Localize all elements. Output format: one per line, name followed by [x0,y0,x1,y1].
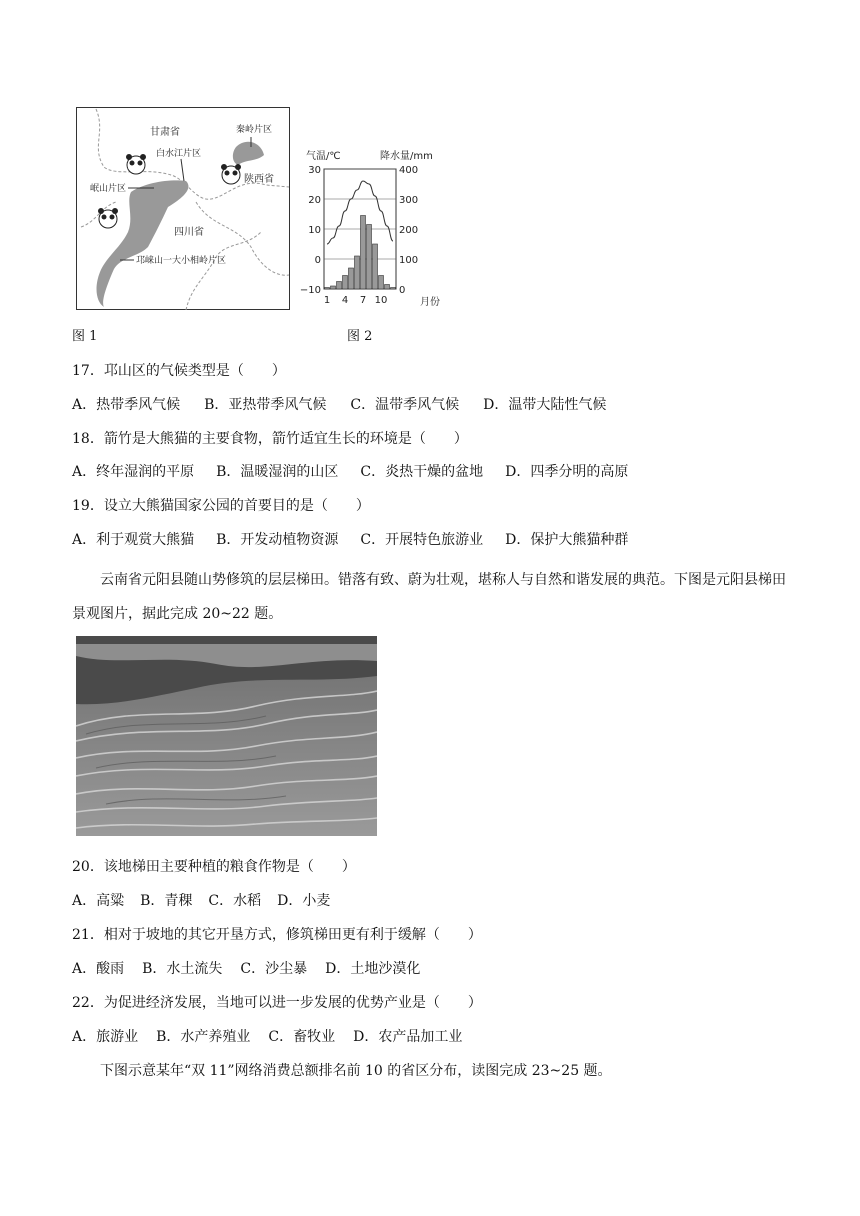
temp-tick-label: −10 [300,285,321,296]
option-17c: C．温带季风气候 [350,397,460,413]
terrace-photo [76,636,377,836]
option-21a: A．酸雨 [72,961,125,977]
option-18a: A．终年湿润的平原 [72,464,195,480]
label-qinling: 秦岭片区 [236,125,273,135]
option-17d: D．温带大陆性气候 [483,397,607,413]
question-17: 17．邛山区的气候类型是（ ） [72,363,286,379]
temp-tick-label: 0 [314,255,321,266]
option-20c: C．水稻 [208,893,262,909]
option-20b: B．青稞 [140,893,193,909]
option-19d: D．保护大熊猫种群 [505,532,629,548]
option-18b: B．温暖湿润的山区 [216,464,339,480]
precipitation-bar [361,216,366,290]
precipitation-bar [337,282,342,290]
temp-axis-label: 气温/℃ [306,151,341,162]
precip-tick-label: 400 [399,165,419,176]
option-19a: A．利于观赏大熊猫 [72,532,195,548]
options-18 [72,462,628,482]
option-22b: B．水产养殖业 [156,1029,251,1045]
precip-tick-label: 0 [399,285,406,296]
option-22d: D．农产品加工业 [353,1029,463,1045]
map-svg [76,107,290,310]
option-20d: D．小麦 [277,893,331,909]
month-tick-label: 7 [359,295,367,306]
month-tick-label: 1 [323,295,331,306]
option-19c: C．开展特色旅游业 [360,532,484,548]
precip-axis-label: 降水量/mm [380,151,433,162]
precipitation-bar [391,288,396,290]
month-tick-label: 4 [341,295,349,306]
passage-terraces: 云南省元阳县随山势修筑的层层梯田。错落有致、蔚为壮观，堪称人与自然和谐发展的典范。下图是元阳县梯田景观图片，据此完成 20~22 题。 [72,572,786,622]
precipitation-bar [355,256,360,289]
temperature-line [327,181,393,244]
question-21: 21．相对于坡地的其它开垦方式，修筑梯田更有利于缓解（ ） [72,927,482,943]
figure2-climate-chart [300,145,448,310]
options-21 [72,959,420,979]
month-unit-label: 月份 [420,297,440,308]
precip-tick-label: 300 [399,195,419,206]
option-21d: D．土地沙漠化 [325,961,421,977]
label-sichuan: 四川省 [174,227,204,238]
precip-tick-label: 100 [399,255,419,266]
option-21b: B．水土流失 [142,961,223,977]
precipitation-bar [325,288,330,290]
temp-tick-label: 30 [308,165,321,176]
option-18d: D．四季分明的高原 [505,464,629,480]
option-20a: A．高粱 [72,893,125,909]
option-17b: B．亚热带季风气候 [204,397,327,413]
label-baishuijiang: 白水江片区 [156,149,202,159]
question-18: 18．箭竹是大熊猫的主要食物，箭竹适宜生长的环境是（ ） [72,431,468,447]
figure1-map [76,107,290,310]
label-shaanxi: 陕西省 [244,174,274,185]
panda-icon [126,154,146,174]
panda-icon [98,208,118,228]
panda-icon [221,164,241,184]
option-18c: C．炎热干燥的盆地 [360,464,484,480]
option-17a: A．热带季风气候 [72,397,181,413]
options-19 [72,530,628,550]
climate-chart-svg [300,145,448,310]
precipitation-bar [349,268,354,289]
precipitation-bar [331,286,336,289]
question-20: 20．该地梯田主要种植的粮食作物是（ ） [72,859,356,875]
precipitation-bar [373,244,378,289]
precip-tick-label: 200 [399,225,419,236]
precipitation-bar [379,276,384,290]
month-tick-label: 10 [374,295,388,306]
label-qionglai: 邛崃山一大小相岭片区 [136,256,227,266]
temp-tick-label: 20 [308,195,321,206]
passage-double11: 下图示意某年“双 11”网络消费总额排名前 10 的省区分布，读图完成 23~25 题。 [100,1063,612,1079]
options-20 [72,891,330,911]
option-19b: B．开发动植物资源 [216,532,339,548]
temp-tick-label: 10 [308,225,321,236]
figure2-caption: 图 2 [347,329,373,344]
label-gansu: 甘肃省 [150,127,180,138]
figure1-caption: 图 1 [72,329,98,344]
options-22 [72,1027,462,1047]
option-22a: A．旅游业 [72,1029,139,1045]
question-22: 22．为促进经济发展，当地可以进一步发展的优势产业是（ ） [72,995,482,1011]
options-17 [72,395,606,415]
terrace-photo-svg [76,636,377,836]
precipitation-bar [385,285,390,290]
label-minshan: 岷山片区 [90,184,127,194]
question-19: 19．设立大熊猫国家公园的首要目的是（ ） [72,498,370,514]
option-21c: C．沙尘暴 [240,961,308,977]
precipitation-bar [343,276,348,290]
option-22c: C．畜牧业 [268,1029,336,1045]
precipitation-bar [367,225,372,290]
